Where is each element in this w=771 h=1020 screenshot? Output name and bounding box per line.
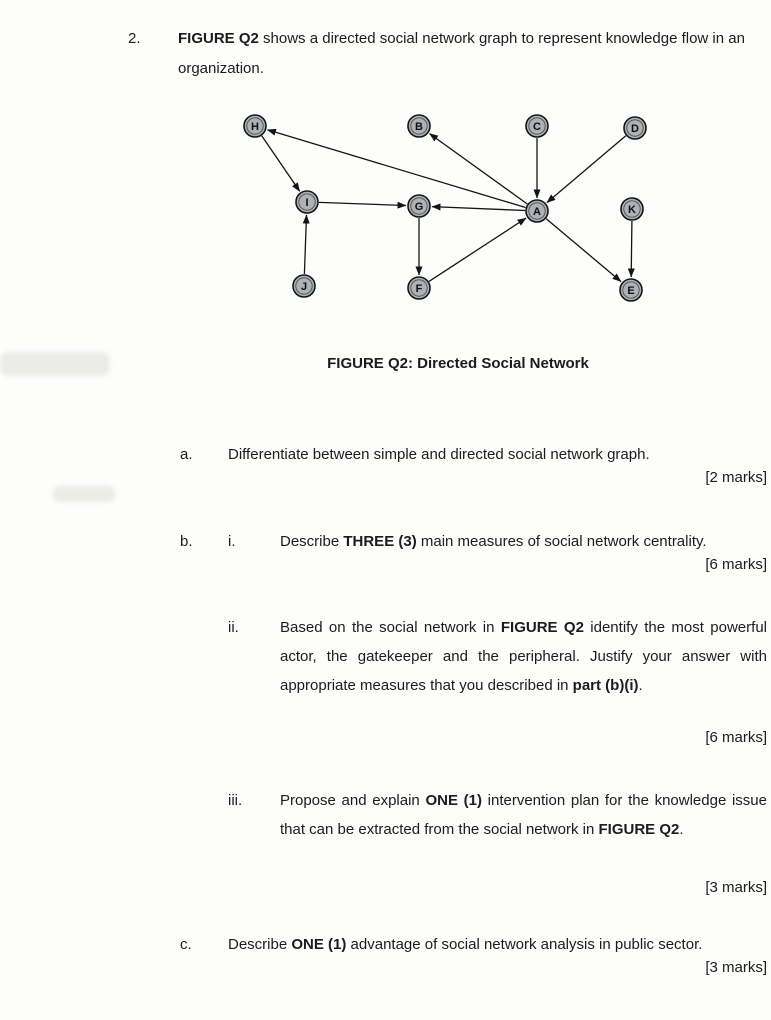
part-a-text (228, 440, 736, 469)
graph-edge-H-I (262, 136, 300, 191)
graph-node-label-J: J (300, 281, 308, 293)
text-run: main measures of social network centrality. (416, 533, 707, 550)
text-run: Describe (280, 533, 344, 550)
graph-edge-A-E (546, 219, 621, 282)
text-run: intervention plan for the knowledge issue that can be extracted from the social network in (280, 792, 767, 838)
graph-node-label-A: A (533, 206, 541, 218)
question-number: 2. (128, 30, 141, 47)
text-run: Differentiate between simple and directed social network graph. (228, 446, 650, 463)
graph-node-label-C: C (533, 121, 541, 133)
part-b-iii-label: iii. (228, 792, 243, 809)
part-b-i-label: i. (228, 533, 236, 550)
part-a-marks: [2 marks] (705, 469, 767, 486)
part-c-text (228, 930, 764, 959)
part-b-ii-label: ii. (228, 619, 239, 636)
graph-node-label-K: K (628, 204, 636, 216)
graph-node-label-H: H (251, 121, 259, 133)
part-b-ii-marks: [6 marks] (705, 729, 767, 746)
part-b-i-text (280, 527, 762, 556)
graph-edge-D-A (547, 136, 626, 203)
graph-edge-F-A (429, 218, 526, 281)
scan-artifact (0, 352, 110, 376)
text-run-bold: FIGURE Q2 (500, 619, 584, 636)
graph-edge-J-I (304, 215, 306, 274)
part-c-marks: [3 marks] (705, 959, 767, 976)
part-a-label: a. (180, 446, 193, 463)
graph-node-label-G: G (414, 201, 424, 213)
part-b-label: b. (180, 533, 193, 550)
text-run: Based on the social network in (280, 619, 501, 636)
text-run: identify the most powerful actor, the gatekeeper and the peripheral. Justify your answer with appropriate measures that you described in (280, 619, 767, 694)
part-c-label: c. (180, 936, 192, 953)
text-run: Describe (228, 936, 292, 953)
network-graph (228, 100, 688, 340)
text-run-bold: FIGURE Q2 (178, 30, 259, 47)
question-intro (178, 24, 771, 84)
graph-edge-I-G (319, 202, 406, 205)
text-run-bold: ONE (1) (291, 936, 347, 953)
graph-node-label-I: I (305, 197, 309, 209)
graph-node-label-B: B (415, 121, 423, 133)
text-run-bold: part (b)(i) (572, 677, 639, 694)
part-b-iii-marks: [3 marks] (705, 879, 767, 896)
text-run: . (679, 821, 684, 838)
part-b-ii-text (280, 613, 767, 700)
text-run: shows a directed social network graph to represent knowledge flow in an organization. (178, 30, 745, 77)
text-run-bold: FIGURE Q2 (598, 821, 680, 838)
graph-node-label-D: D (631, 123, 639, 135)
part-b-i-marks: [6 marks] (705, 556, 767, 573)
figure-q2 (228, 100, 688, 340)
text-run: advantage of social network analysis in public sector. (346, 936, 703, 953)
graph-node-label-F: F (415, 283, 423, 295)
text-run-bold: ONE (1) (425, 792, 482, 809)
graph-node-label-E: E (627, 285, 635, 297)
scan-artifact (52, 486, 116, 502)
text-run: . (638, 677, 643, 694)
part-b-iii-text (280, 786, 767, 844)
text-run-bold: THREE (3) (343, 533, 417, 550)
figure-caption: FIGURE Q2: Directed Social Network (327, 355, 589, 372)
text-run: Propose and explain (280, 792, 426, 809)
graph-edge-A-G (432, 207, 525, 211)
graph-edge-K-E (631, 221, 632, 277)
